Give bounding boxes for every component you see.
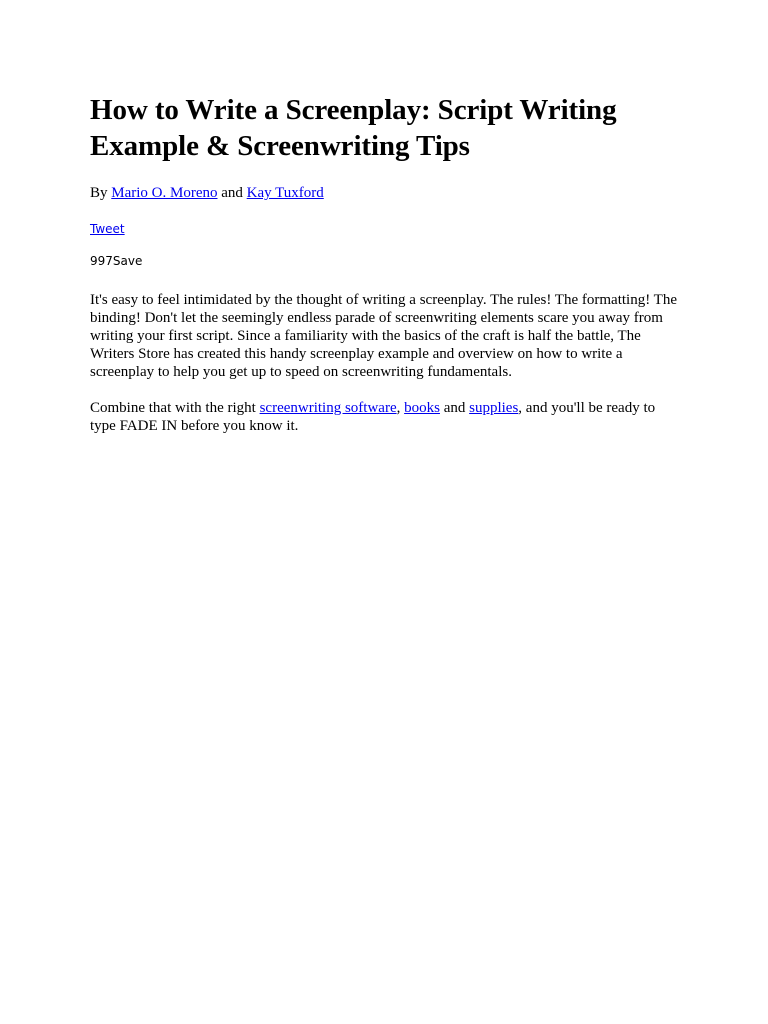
article-title: How to Write a Screenplay: Script Writing Example & Screenwriting Tips — [90, 94, 617, 162]
tweet-link[interactable]: Tweet — [90, 222, 125, 236]
books-link[interactable]: books — [404, 400, 440, 416]
resources-text-1: Combine that with the right — [90, 400, 260, 416]
author-link-mario-moreno[interactable]: Mario O. Moreno — [111, 185, 218, 201]
author-link-kay-tuxford[interactable]: Kay Tuxford — [246, 185, 324, 201]
supplies-link[interactable]: supplies — [469, 400, 519, 416]
save-label: Save — [112, 254, 143, 268]
byline — [90, 184, 690, 202]
screenwriting-software-link[interactable]: screenwriting software — [259, 400, 397, 416]
resources-separator: , — [396, 400, 405, 416]
save-count: 997 — [90, 254, 113, 268]
resources-paragraph — [90, 399, 682, 435]
save-widget[interactable] — [90, 253, 690, 269]
byline-conjunction: and — [217, 185, 247, 201]
byline-prefix: By — [90, 185, 112, 201]
intro-paragraph: It's easy to feel intimidated by the thought of writing a screenplay. The rules! The formatting! The binding! Don't let the seemingly endless parade of screenwriting elements scare you away from writing your first script. Since a familiarity with the basics of the craft is half the battle, The Writers Store has created this handy screenplay example and overview on how to write a screenplay to help you get up to speed on screenwriting fundamentals. — [90, 292, 677, 380]
article — [90, 92, 690, 435]
resources-text-3: , and you'll be ready to type FADE IN before you know it. — [90, 400, 656, 434]
resources-text-2: and — [439, 400, 470, 416]
